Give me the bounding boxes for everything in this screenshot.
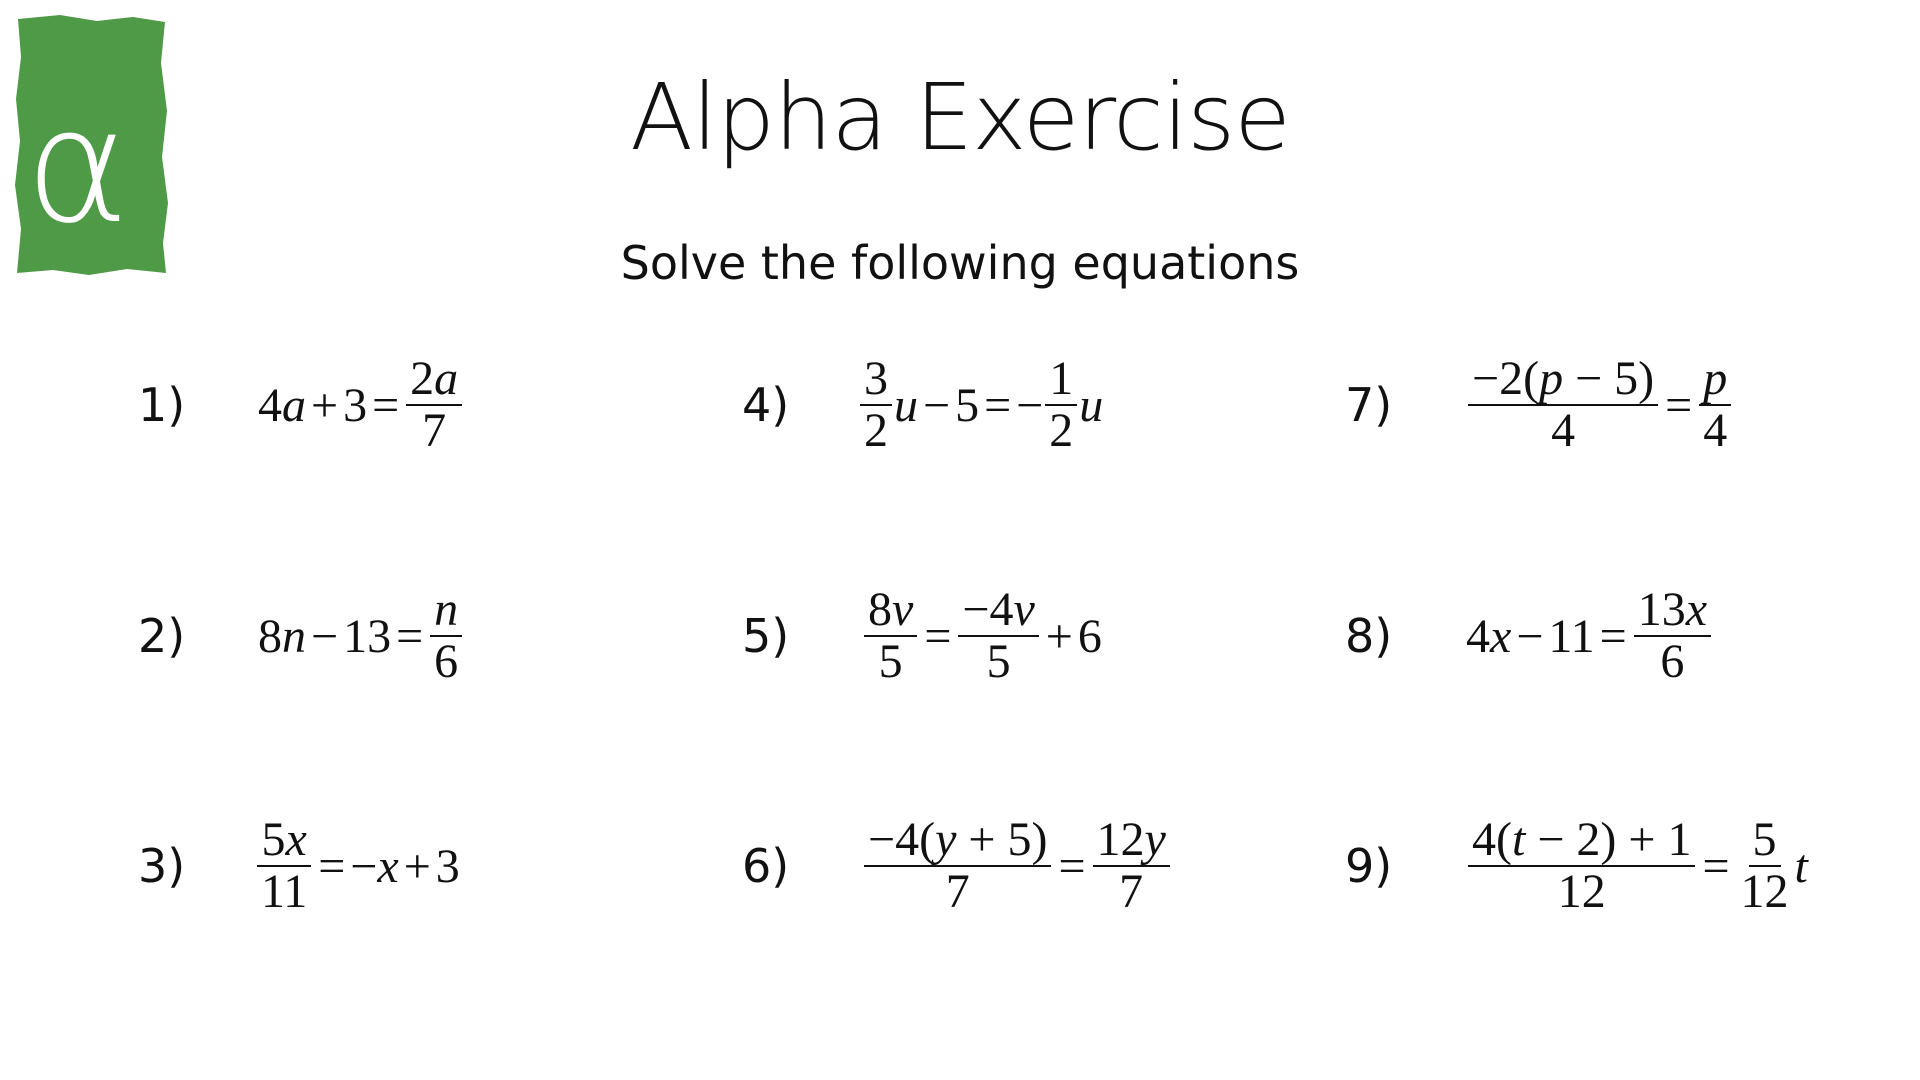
page-title: Alpha Exercise — [630, 64, 1290, 171]
page-subtitle: Solve the following equations — [620, 236, 1300, 290]
problem-number: 3) — [138, 839, 186, 893]
problem-number: 7) — [1345, 378, 1393, 432]
problem-number: 9) — [1345, 839, 1393, 893]
problem-number: 4) — [742, 378, 790, 432]
problem-number: 1) — [138, 378, 186, 432]
problem-number: 2) — [138, 609, 186, 663]
alpha-logo-glyph: α — [25, 75, 130, 259]
problem-number: 8) — [1345, 609, 1393, 663]
problem-number: 6) — [742, 839, 790, 893]
problem-number: 5) — [742, 609, 790, 663]
